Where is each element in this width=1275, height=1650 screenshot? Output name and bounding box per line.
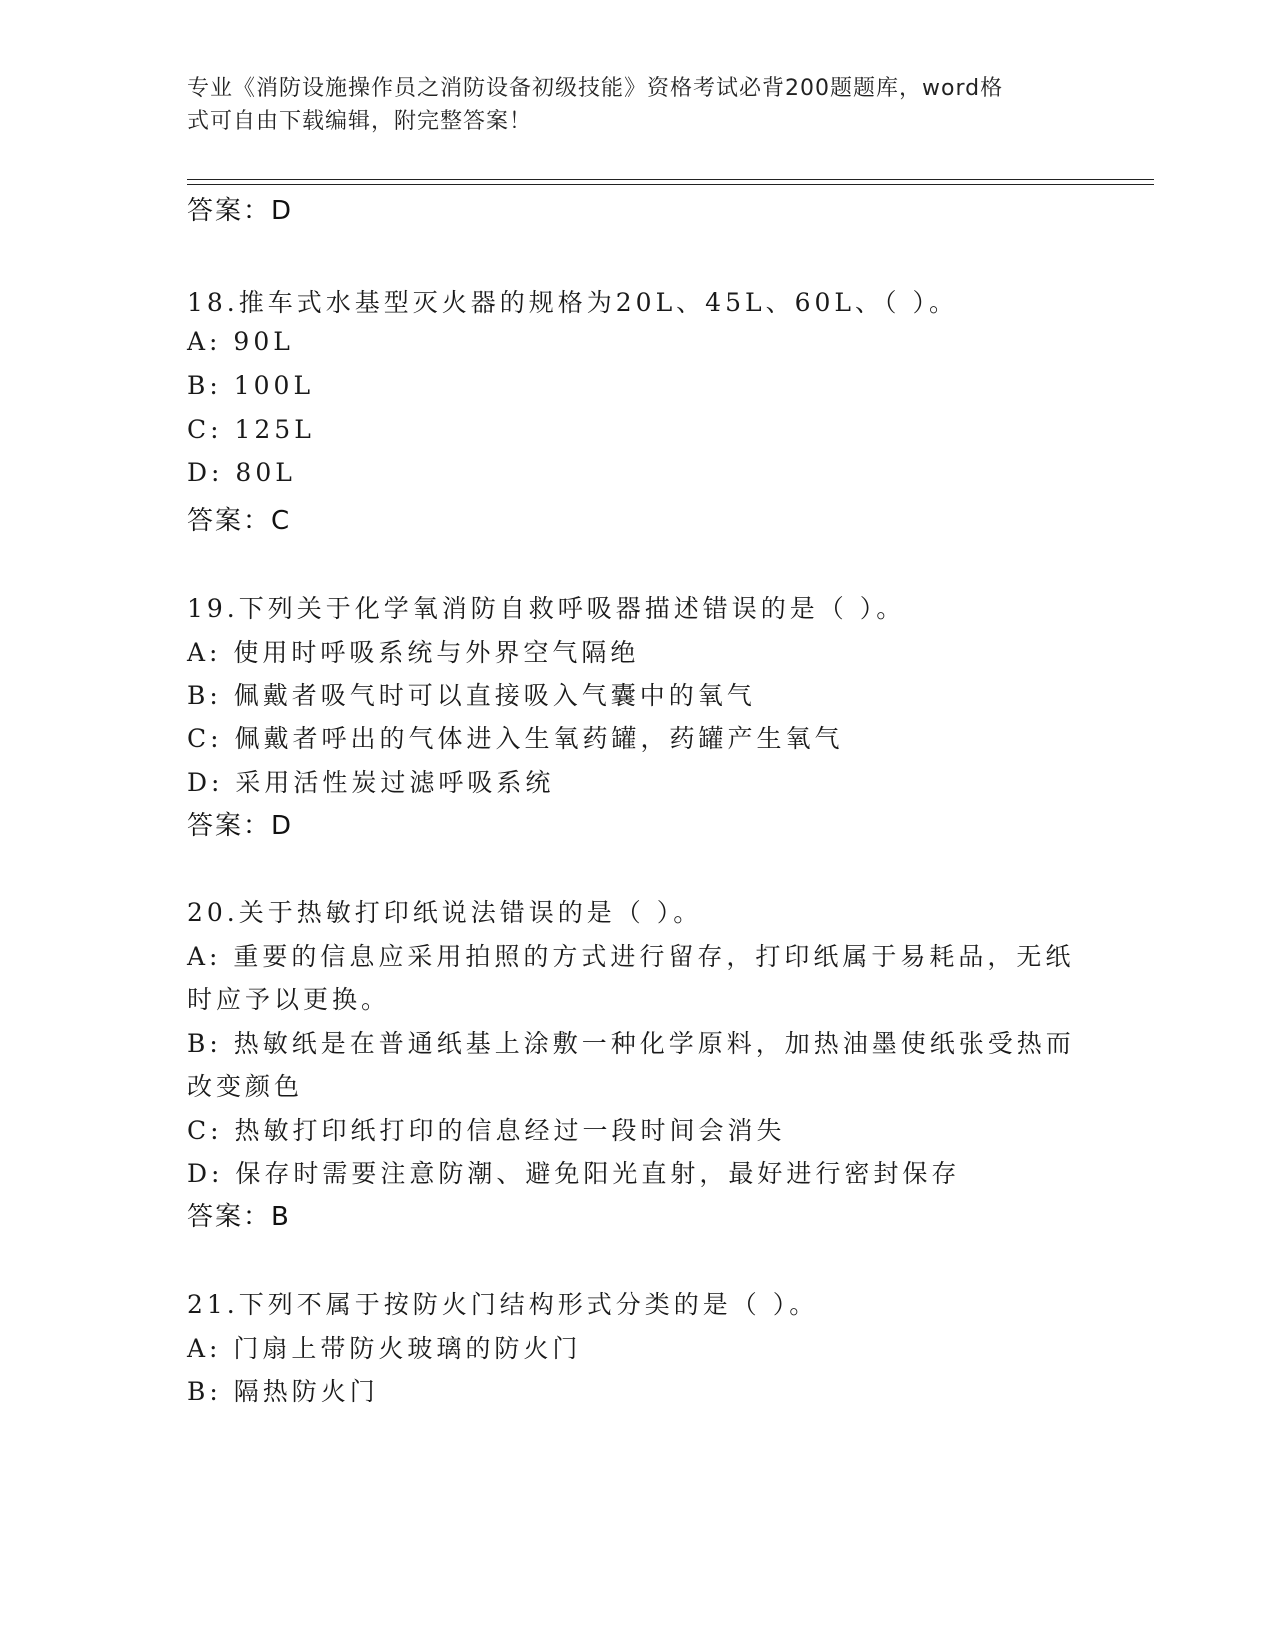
question-18-stem: 18.推车式水基型灭火器的规格为20L、45L、60L、（ ）。 — [187, 288, 958, 317]
question-19-option-c: C: 佩戴者呼出的气体进入生氧药罐，药罐产生氧气 — [187, 724, 844, 753]
question-19-stem: 19.下列关于化学氧消防自救呼吸器描述错误的是（ ）。 — [187, 594, 906, 623]
header-line-1: 专业《消防设施操作员之消防设备初级技能》资格考试必背200题题库，word格 — [187, 76, 1004, 101]
question-20-option-b: B: 热敏纸是在普通纸基上涂敷一种化学原料，加热油墨使纸张受热而 — [187, 1029, 1075, 1058]
question-20-option-d: D: 保存时需要注意防潮、避免阳光直射，最好进行密封保存 — [187, 1159, 961, 1188]
question-21-option-a: A: 门扇上带防火玻璃的防火门 — [187, 1334, 582, 1363]
answer-18: 答案：C — [187, 506, 292, 536]
question-20-stem: 20.关于热敏打印纸说法错误的是（ ）。 — [187, 898, 703, 927]
question-21-stem: 21.下列不属于按防火门结构形式分类的是（ ）。 — [187, 1290, 819, 1319]
question-19-option-a: A: 使用时呼吸系统与外界空气隔绝 — [187, 638, 640, 667]
page-header — [187, 72, 1067, 138]
header-line-2: 式可自由下载编辑，附完整答案！ — [187, 109, 533, 134]
question-20-option-b-cont: 改变颜色 — [187, 1072, 304, 1101]
header-rule-bottom — [187, 184, 1154, 185]
question-19-option-b: B: 佩戴者吸气时可以直接吸入气囊中的氧气 — [187, 681, 756, 710]
question-19-option-d: D: 采用活性炭过滤呼吸系统 — [187, 768, 555, 797]
answer-19: 答案：D — [187, 811, 294, 841]
question-18-option-c: C: 125L — [187, 415, 315, 444]
question-20-option-a-cont: 时应予以更换。 — [187, 985, 391, 1014]
answer-20: 答案：B — [187, 1202, 291, 1232]
question-18-option-b: B: 100L — [187, 371, 315, 400]
answer-17: 答案：D — [187, 196, 294, 226]
question-20-option-c: C: 热敏打印纸打印的信息经过一段时间会消失 — [187, 1116, 786, 1145]
question-18-option-d: D: 80L — [187, 458, 296, 487]
question-20-option-a: A: 重要的信息应采用拍照的方式进行留存，打印纸属于易耗品，无纸 — [187, 942, 1075, 971]
header-rule-top — [187, 179, 1154, 180]
question-21-option-b: B: 隔热防火门 — [187, 1377, 379, 1406]
question-18-option-a: A: 90L — [187, 327, 294, 356]
